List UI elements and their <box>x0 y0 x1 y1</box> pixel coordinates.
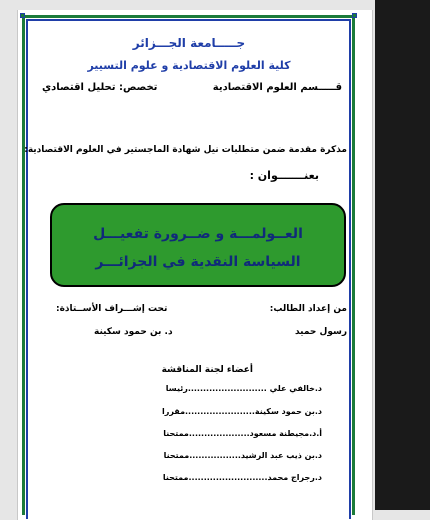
committee-member: د.بن حمود سكينة.......................مقررا <box>161 407 322 416</box>
university-name: جـــــامعة الجـــزائر <box>132 36 246 50</box>
page-corner-mark <box>20 13 25 18</box>
page-corner-mark <box>352 13 357 18</box>
thesis-intro: مذكرة مقدمة ضمن متطلبات نيل شهادة الماجستير في العلوم الاقتصادية: <box>24 145 347 155</box>
committee-heading: أعضاء لجنة المناقشة <box>161 365 253 375</box>
specialty: تخصص: تحليل اقتصادي <box>42 82 158 93</box>
department-name: قـــــسم العلوم الاقتصادية <box>212 82 342 93</box>
supervisor-name: د. بن حمود سكينة <box>94 327 173 337</box>
student-name: رسول حميد <box>294 327 347 337</box>
committee-member: د.بن ذيب عبد الرشيد.................ممتحنا <box>163 451 322 460</box>
committee-member: د.رجراج محمد..........................ممتحنا <box>162 473 322 482</box>
thesis-title-box <box>50 203 346 287</box>
supervisor-label: تحت إشـــراف الأســتاذة: <box>56 304 168 314</box>
faculty-name: كلية العلوم الاقتصادية و علوم التسيير <box>87 59 291 72</box>
title-label: بعنـــــــوان : <box>249 169 319 182</box>
thesis-title-line-1: العــولمـــة و ضــرورة تفعيـــل <box>93 226 303 242</box>
student-label: من إعداد الطالب: <box>269 304 347 314</box>
side-panel <box>375 0 430 510</box>
committee-member: د.خالفي علي ..........................رئيسا <box>165 384 322 393</box>
committee-member: أ.د.مجيطنة مسعود....................ممتحنا <box>163 429 322 438</box>
thesis-title-line-2: السياسة النقدية في الجزائـــر <box>95 254 301 270</box>
